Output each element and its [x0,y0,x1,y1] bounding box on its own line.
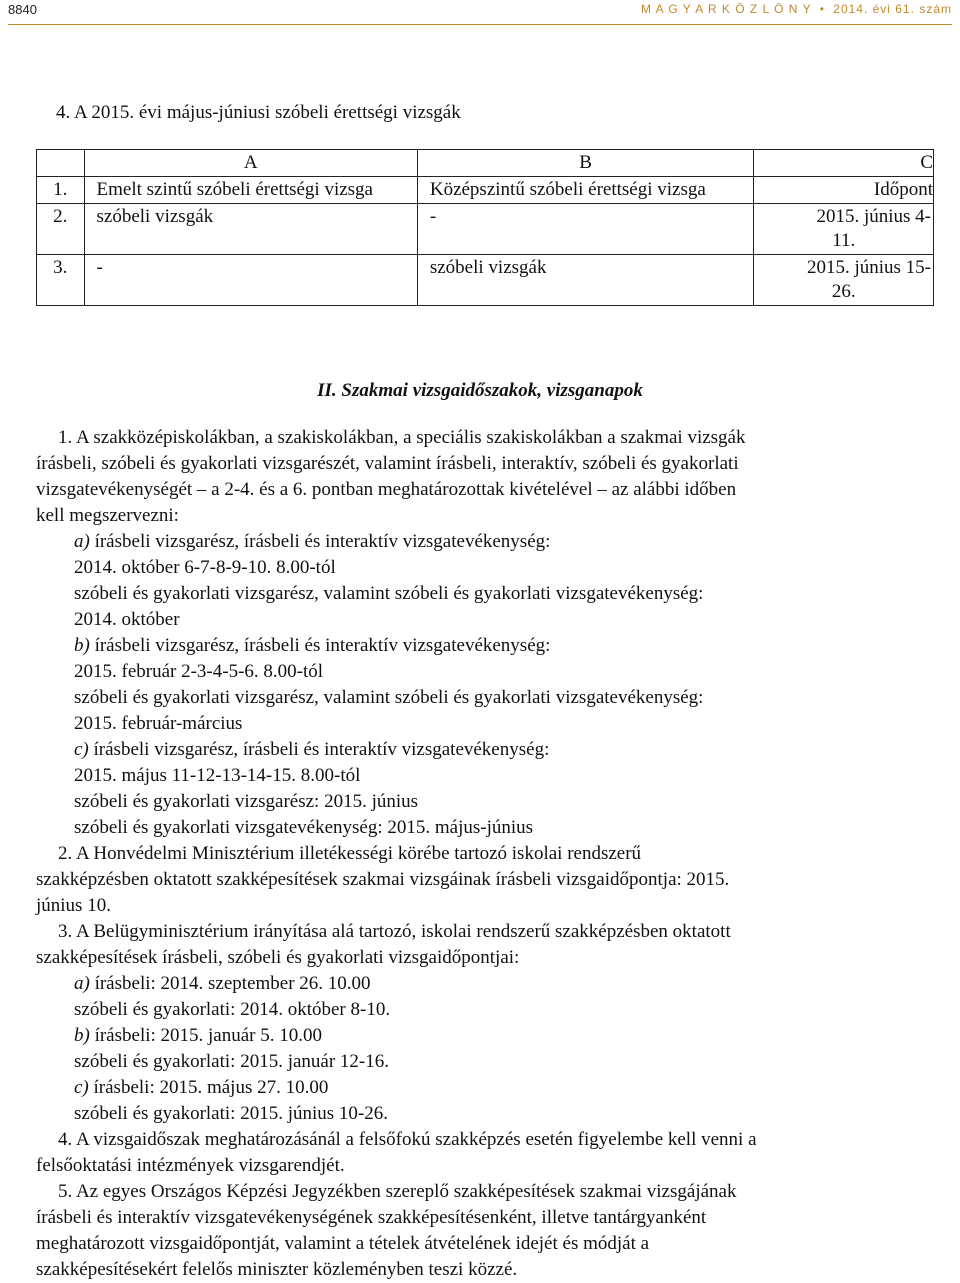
list-item [36,737,884,763]
text-line: 1. A szakközépiskolákban, a szakiskolákban, a speciális szakiskolákban a szakmai vizsgák [58,427,746,448]
list-label: c) [74,1077,89,1098]
list-label: c) [74,739,89,760]
table-col-header: A [84,150,417,177]
list-text: írásbeli: 2015. május 27. 10.00 [93,1077,329,1098]
journal-name: M A G Y A R K Ö Z L Ö N Y [640,2,812,16]
list-text: írásbeli vizsgarész, írásbeli és interaktív vizsgatevékenység: [94,635,551,656]
text-line: szakképzésben oktatott szakképesítések szakmai vizsgáinak írásbeli vizsgaidőpontja: 2015. [36,869,730,890]
date-line: 2015. június 4- [816,206,931,227]
paragraph-1 [36,425,884,841]
text-line: szóbeli és gyakorlati: 2015. június 10-26. [74,1103,388,1124]
page-number: 8840 [8,2,37,17]
text-line: szóbeli és gyakorlati vizsgatevékenység: 2015. május-június [74,817,534,838]
paragraph-2 [36,841,884,919]
list-label: a) [74,531,90,552]
text-line: írásbeli és interaktív vizsgatevékenységének szakképesítésenként, illetve tantárgyanként [36,1207,707,1228]
list-item [36,633,884,659]
text-line: írásbeli, szóbeli és gyakorlati vizsgarészét, valamint írásbeli, interaktív, szóbeli és gyakorlati [36,453,739,474]
table-col-header: C [754,150,934,177]
section-title: 4. A 2015. évi május-júniusi szóbeli érettségi vizsgák [56,102,461,123]
text-line: felsőoktatási intézmények vizsgarendjét. [36,1155,345,1176]
text-line: szóbeli és gyakorlati: 2014. október 8-10. [74,999,391,1020]
paragraph-3 [36,919,884,1127]
date-line: 11. [832,230,856,251]
table-cell [754,255,934,306]
table-cell: 3. [37,255,85,306]
text-line: vizsgatevékenységét – a 2-4. és a 6. pontban meghatározottak kivételével – az alábbi időben [36,479,737,500]
table-row [37,255,934,306]
text-line: szóbeli és gyakorlati vizsgarész: 2015. június [74,791,419,812]
table-cell: szóbeli vizsgák [417,255,754,306]
issue-number: 2014. évi 61. szám [833,2,952,16]
text-line: 4. A vizsgaidőszak meghatározásánál a felsőfokú szakképzés esetén figyelembe kell venni a [58,1129,757,1150]
text-line: 2014. október [74,609,180,630]
list-item [36,1023,884,1049]
date-line: 2015. június 15- [806,257,931,278]
section-heading: II. Szakmai vizsgaidőszakok, vizsganapok [317,380,643,401]
table-cell: Középszintű szóbeli érettségi vizsga [417,177,754,204]
list-item [36,529,884,555]
text-line: szakképesítések írásbeli, szóbeli és gyakorlati vizsgaidőpontjai: [36,947,520,968]
header-rule [8,24,952,25]
text-line: 2015. február 2-3-4-5-6. 8.00-tól [74,661,324,682]
exam-schedule-table [36,149,934,306]
table-cell: 2. [37,204,85,255]
text-line: meghatározott vizsgaidőpontját, valamint a tételek átvételének idejét és módját a [36,1233,650,1254]
text-line: 2015. május 11-12-13-14-15. 8.00-tól [74,765,361,786]
table-header-row [37,150,934,177]
text-line: szakképesítésekért felelős miniszter közleményben teszi közzé. [36,1259,518,1280]
text-line: szóbeli és gyakorlati vizsgarész, valamint szóbeli és gyakorlati vizsgatevékenység: [74,687,704,708]
paragraph-5 [36,1179,884,1283]
text-line: június 10. [36,895,111,916]
list-text: írásbeli vizsgarész, írásbeli és interaktív vizsgatevékenység: [93,739,550,760]
text-line: szóbeli és gyakorlati vizsgarész, valamint szóbeli és gyakorlati vizsgatevékenység: [74,583,704,604]
list-label: b) [74,1025,90,1046]
table-cell [37,150,85,177]
list-item [36,1075,884,1101]
date-line: 26. [831,281,856,302]
table-col-header: B [417,150,754,177]
text-line: kell megszervezni: [36,505,179,526]
table-cell: Emelt szintű szóbeli érettségi vizsga [84,177,417,204]
table-cell: 1. [37,177,85,204]
journal-info [641,2,952,16]
text-line: szóbeli és gyakorlati: 2015. január 12-16. [74,1051,390,1072]
text-line: 2. A Honvédelmi Minisztérium illetékességi körébe tartozó iskolai rendszerű [58,843,642,864]
text-line: 2015. február-március [74,713,243,734]
paragraph-4 [36,1127,884,1179]
table-cell: - [417,204,754,255]
text-line: 2014. október 6-7-8-9-10. 8.00-tól [74,557,336,578]
list-label: a) [74,973,90,994]
table-cell [754,204,934,255]
table-row [37,204,934,255]
list-item [36,971,884,997]
document-body [36,425,884,1283]
text-line: 5. Az egyes Országos Képzési Jegyzékben szereplő szakképesítések szakmai vizsgájának [58,1181,737,1202]
text-line: 3. A Belügyminisztérium irányítása alá tartozó, iskolai rendszerű szakképzésben oktatott [58,921,731,942]
list-text: írásbeli: 2015. január 5. 10.00 [94,1025,323,1046]
list-label: b) [74,635,90,656]
list-text: írásbeli vizsgarész, írásbeli és interaktív vizsgatevékenység: [94,531,551,552]
table-row [37,177,934,204]
list-text: írásbeli: 2014. szeptember 26. 10.00 [94,973,371,994]
page-header [0,0,960,30]
separator-bullet: • [819,2,825,16]
table-cell: szóbeli vizsgák [84,204,417,255]
table-cell: - [84,255,417,306]
table-cell: Időpont [754,177,934,204]
